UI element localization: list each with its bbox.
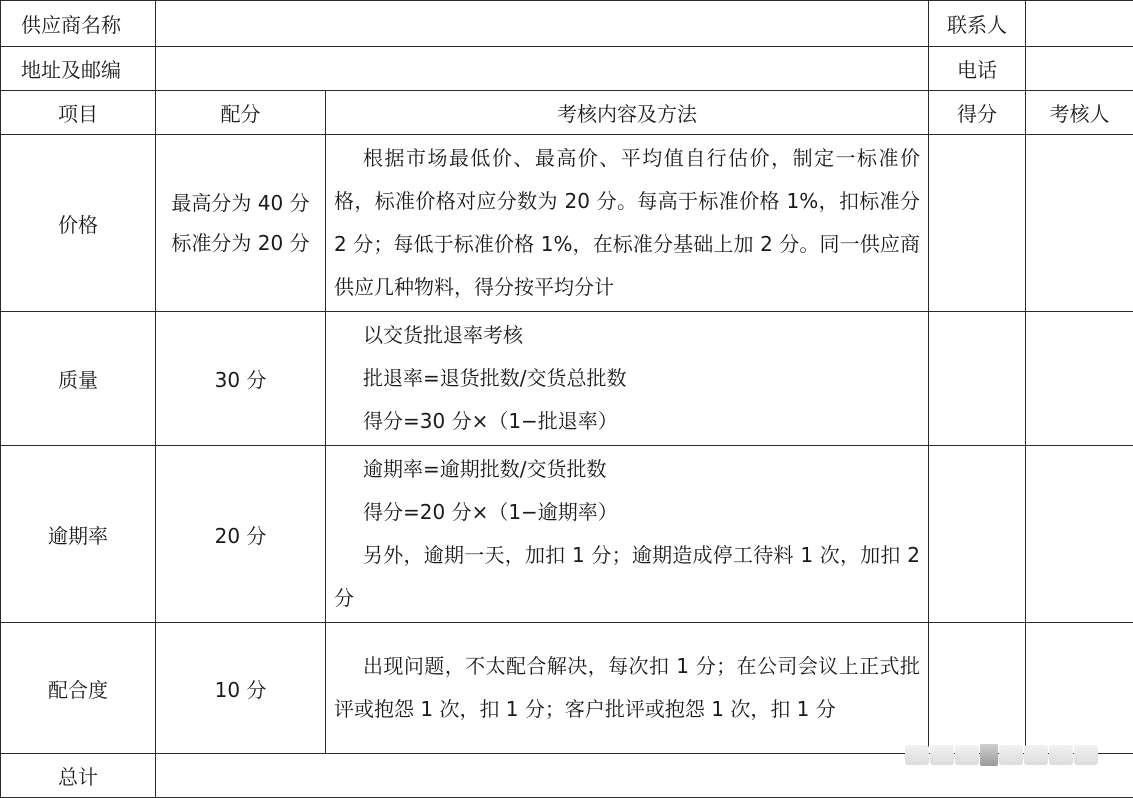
row-quality (1, 312, 1133, 446)
score-cooperation[interactable] (929, 623, 1026, 754)
content-price-text: 根据市场最低价、最高价、平均值自行估价，制定一标准价格，标准价格对应分数为 20 分。每高于标准价格 1%，扣标准分 2 分；每低于标准价格 1%，在标准分基础上加 2 分。同一供应商供应几种物料，得分按平均分计 (334, 137, 920, 309)
supplier-name-label: 供应商名称 (1, 1, 156, 47)
row-price (1, 135, 1133, 312)
content-price (326, 135, 929, 312)
phone-value[interactable] (1026, 47, 1133, 91)
total-label: 总计 (1, 754, 156, 798)
column-header-row (1, 91, 1133, 135)
col-header-item: 项目 (1, 91, 156, 135)
allocated-score-overdue: 20 分 (156, 446, 326, 623)
score-quality[interactable] (929, 312, 1026, 446)
col-header-allocated-score: 配分 (156, 91, 326, 135)
assessor-quality[interactable] (1026, 312, 1133, 446)
address-row (1, 47, 1133, 91)
row-overdue (1, 446, 1133, 623)
item-cooperation: 配合度 (1, 623, 156, 754)
assessor-overdue[interactable] (1026, 446, 1133, 623)
content-overdue-line-1: 逾期率=逾期批数/交货批数 (334, 448, 920, 491)
score-line-max: 最高分为 40 分 (156, 183, 325, 223)
content-quality-line-2: 批退率=退货批数/交货总批数 (334, 357, 920, 400)
content-cooperation-text: 出现问题，不太配合解决，每次扣 1 分；在公司会议上正式批评或抱怨 1 次，扣 1 分；客户批评或抱怨 1 次，扣 1 分 (334, 645, 920, 731)
supplier-name-row (1, 1, 1133, 47)
content-cooperation (326, 623, 929, 754)
item-overdue: 逾期率 (1, 446, 156, 623)
allocated-score-cooperation: 10 分 (156, 623, 326, 754)
score-line-standard: 标准分为 20 分 (156, 223, 325, 263)
allocated-score-quality: 30 分 (156, 312, 326, 446)
content-overdue (326, 446, 929, 623)
score-overdue[interactable] (929, 446, 1026, 623)
content-quality (326, 312, 929, 446)
item-quality: 质量 (1, 312, 156, 446)
contact-value[interactable] (1026, 1, 1133, 47)
col-header-content-method: 考核内容及方法 (326, 91, 929, 135)
contact-label: 联系人 (929, 1, 1026, 47)
allocated-score-price (156, 135, 326, 312)
supplier-name-value[interactable] (156, 1, 929, 47)
col-header-assessor: 考核人 (1026, 91, 1133, 135)
assessor-cooperation[interactable] (1026, 623, 1133, 754)
address-value[interactable] (156, 47, 929, 91)
content-quality-line-1: 以交货批退率考核 (334, 314, 920, 357)
content-quality-line-3: 得分=30 分×（1−批退率） (334, 400, 920, 443)
content-overdue-line-2: 得分=20 分×（1−逾期率） (334, 491, 920, 534)
col-header-score: 得分 (929, 91, 1026, 135)
total-value[interactable] (156, 754, 1133, 798)
content-overdue-line-3: 另外，逾期一天，加扣 1 分；逾期造成停工待料 1 次，加扣 2 分 (334, 534, 920, 620)
total-row (1, 754, 1133, 798)
phone-label: 电话 (929, 47, 1026, 91)
score-price[interactable] (929, 135, 1026, 312)
assessor-price[interactable] (1026, 135, 1133, 312)
item-price: 价格 (1, 135, 156, 312)
address-label: 地址及邮编 (1, 47, 156, 91)
row-cooperation (1, 623, 1133, 754)
